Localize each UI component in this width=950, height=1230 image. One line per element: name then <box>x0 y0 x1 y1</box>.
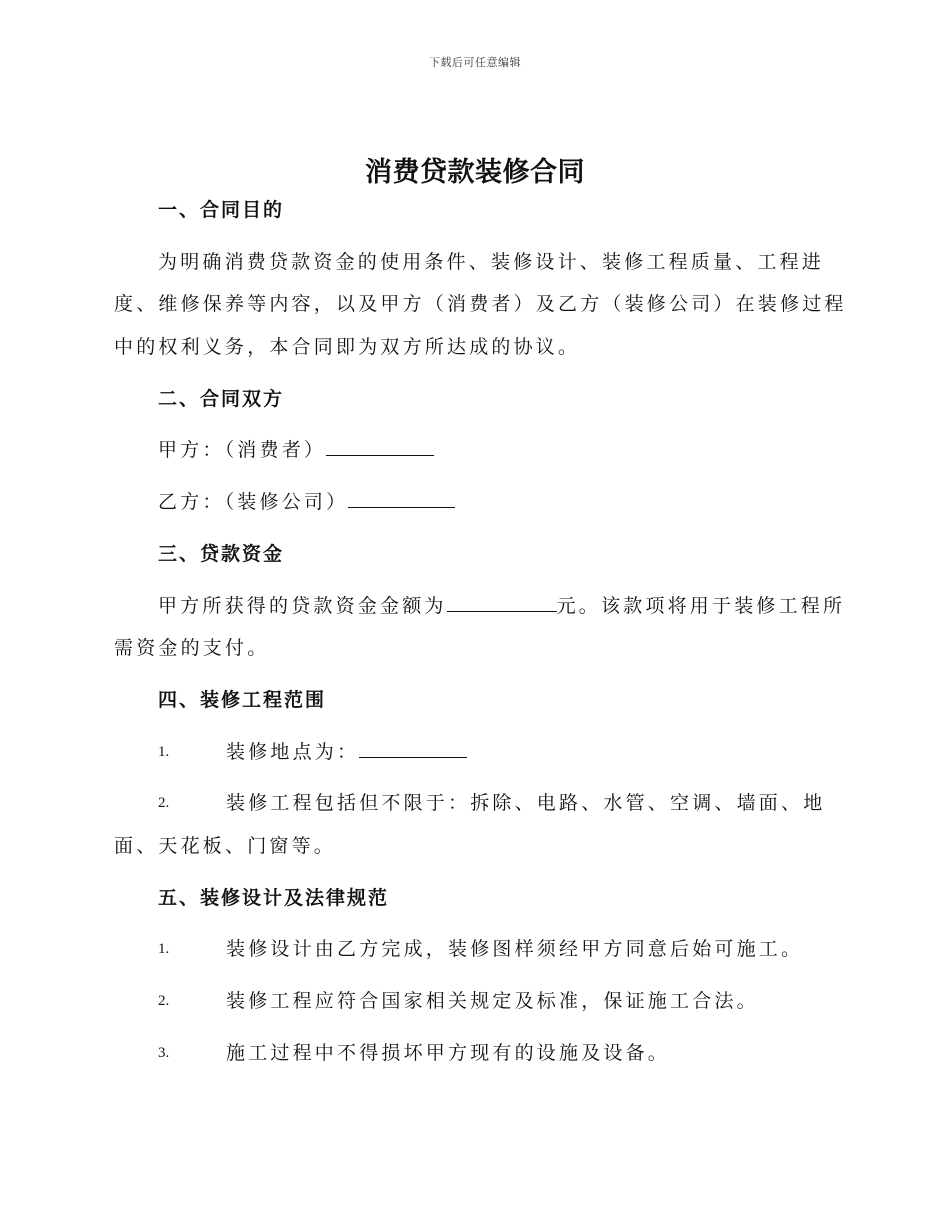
loan-amount-suffix: 元。该款项将用于装修工程所 <box>556 595 846 617</box>
scope-item-1-number: 1. <box>158 744 170 760</box>
party-b-blank[interactable] <box>348 487 455 508</box>
party-b-label: 乙方：（装修公司） <box>158 491 349 513</box>
party-a-line <box>158 435 878 465</box>
purpose-paragraph-line-1: 为明确消费贷款资金的使用条件、装修设计、装修工程质量、工程进 <box>158 251 825 273</box>
page-header-note: 下载后可任意编辑 <box>429 56 521 69</box>
scope-item-2-continuation: 面、天花板、门窗等。 <box>114 835 337 857</box>
loan-amount-prefix: 甲方所获得的贷款资金金额为 <box>158 595 447 617</box>
section-heading-purpose: 一、合同目的 <box>158 199 285 221</box>
section-heading-design-law: 五、装修设计及法律规范 <box>158 887 390 909</box>
scope-item-1 <box>226 737 467 767</box>
purpose-paragraph-line-2: 度、维修保养等内容，以及甲方（消费者）及乙方（装修公司）在装修过程 <box>114 293 847 315</box>
scope-item-2-text: 装修工程包括但不限于：拆除、电路、水管、空调、墙面、地 <box>226 792 826 814</box>
loan-paragraph-line-1 <box>158 591 878 621</box>
scope-item-2-number: 2. <box>158 795 170 811</box>
loan-amount-blank[interactable] <box>447 591 557 612</box>
design-item-3-text: 施工过程中不得损坏甲方现有的设施及设备。 <box>226 1042 671 1064</box>
design-item-3-number: 3. <box>158 1045 170 1061</box>
party-a-label: 甲方：（消费者） <box>158 439 327 461</box>
scope-item-1-text: 装修地点为： <box>226 741 360 763</box>
purpose-paragraph-line-3: 中的权利义务，本合同即为双方所达成的协议。 <box>114 336 581 358</box>
design-item-2-text: 装修工程应符合国家相关规定及标准，保证施工合法。 <box>226 990 759 1012</box>
loan-paragraph-line-2: 需资金的支付。 <box>114 637 270 659</box>
design-item-1-text: 装修设计由乙方完成，装修图样须经甲方同意后始可施工。 <box>226 938 804 960</box>
design-item-1-number: 1. <box>158 941 170 957</box>
section-heading-loan: 三、贷款资金 <box>158 543 285 565</box>
location-blank[interactable] <box>359 737 467 758</box>
section-heading-scope: 四、装修工程范围 <box>158 689 327 711</box>
section-heading-parties: 二、合同双方 <box>158 388 285 410</box>
party-b-line <box>158 487 878 517</box>
document-title: 消费贷款装修合同 <box>365 157 585 188</box>
party-a-blank[interactable] <box>326 435 434 456</box>
design-item-2-number: 2. <box>158 993 170 1009</box>
